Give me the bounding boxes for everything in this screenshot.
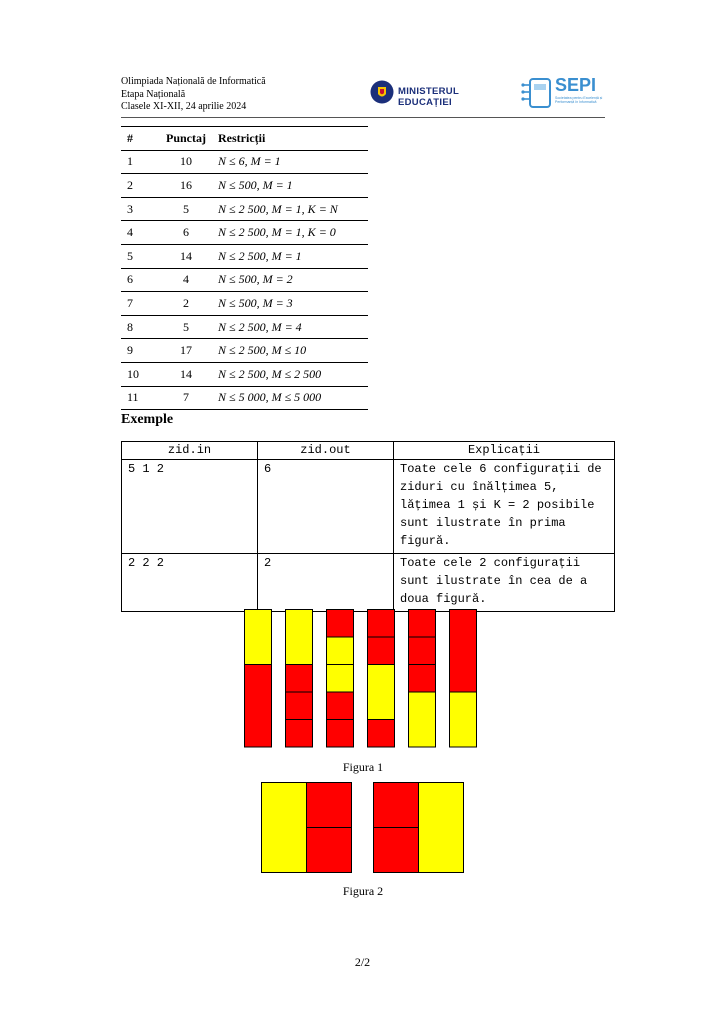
- brick: [368, 665, 395, 720]
- subtask-id: 2: [121, 174, 157, 198]
- coat-of-arms-icon: [370, 80, 394, 104]
- subtask-header-row: [121, 127, 368, 151]
- subtask-points: 2: [157, 292, 215, 316]
- brick: [409, 665, 436, 693]
- page-number: 2/2: [354, 955, 371, 969]
- subtask-points: 5: [157, 315, 215, 339]
- subtask-constraint: N ≤ 500, M = 2: [215, 268, 368, 292]
- subtask-id: 3: [121, 197, 157, 221]
- subtask-constraint: N ≤ 2 500, M ≤ 10: [215, 339, 368, 363]
- brick: [262, 783, 307, 873]
- subtask-row: [121, 362, 368, 386]
- example-row: [122, 460, 615, 554]
- subtask-row: [121, 386, 368, 410]
- examples-table: [121, 441, 615, 612]
- subtask-points: 17: [157, 339, 215, 363]
- col-header-points: Punctaj: [157, 127, 215, 151]
- col-header-id: #: [121, 127, 157, 151]
- class-date: Clasele XI-XII, 24 aprilie 2024: [121, 101, 247, 112]
- brick: [409, 610, 436, 638]
- subtask-row: [121, 244, 368, 268]
- subtask-row: [121, 315, 368, 339]
- subtask-row: [121, 292, 368, 316]
- subtask-constraint: N ≤ 500, M = 1: [215, 174, 368, 198]
- subtask-table: [121, 126, 368, 410]
- brick: [409, 637, 436, 665]
- subtask-id: 6: [121, 268, 157, 292]
- brick: [245, 610, 272, 665]
- example-row: [122, 554, 615, 612]
- subtask-constraint: N ≤ 2 500, M = 1: [215, 244, 368, 268]
- figure-2: [261, 782, 465, 874]
- brick: [368, 637, 395, 665]
- subtask-row: [121, 268, 368, 292]
- subtask-id: 1: [121, 150, 157, 174]
- brick: [327, 665, 354, 693]
- brick: [374, 828, 419, 873]
- subtask-constraint: N ≤ 2 500, M = 1, K = N: [215, 197, 368, 221]
- subtask-points: 7: [157, 386, 215, 410]
- subtask-id: 4: [121, 221, 157, 245]
- col-header-output: zid.out: [258, 442, 394, 460]
- subtask-constraint: N ≤ 500, M = 3: [215, 292, 368, 316]
- subtask-constraint: N ≤ 5 000, M ≤ 5 000: [215, 386, 368, 410]
- ministry-name: MINISTERUL EDUCAȚIEI: [398, 86, 459, 108]
- brick: [307, 783, 352, 828]
- sepi-name: SEPI: [555, 75, 597, 95]
- subtask-constraint: N ≤ 2 500, M ≤ 2 500: [215, 362, 368, 386]
- subtask-points: 6: [157, 221, 215, 245]
- subtask-id: 11: [121, 386, 157, 410]
- subtask-row: [121, 150, 368, 174]
- olympiad-name: Olimpiada Națională de Informatică: [121, 76, 266, 87]
- brick: [450, 610, 477, 693]
- brick: [286, 692, 313, 720]
- brick: [374, 783, 419, 828]
- subtask-id: 9: [121, 339, 157, 363]
- subtask-id: 8: [121, 315, 157, 339]
- subtask-constraint: N ≤ 6, M = 1: [215, 150, 368, 174]
- figure-1-caption: Figura 1: [342, 760, 384, 774]
- sepi-logo: [521, 75, 605, 113]
- example-output: 2: [258, 554, 394, 612]
- example-input: 2 2 2: [122, 554, 258, 612]
- subtask-points: 10: [157, 150, 215, 174]
- brick: [286, 665, 313, 693]
- subtask-row: [121, 221, 368, 245]
- subtask-points: 16: [157, 174, 215, 198]
- subtask-id: 10: [121, 362, 157, 386]
- brick: [327, 720, 354, 748]
- brick: [419, 783, 464, 873]
- brick: [327, 610, 354, 638]
- examples-title: Exemple: [121, 412, 174, 427]
- subtask-row: [121, 174, 368, 198]
- figure-2-caption: Figura 2: [342, 884, 384, 898]
- col-header-explanation: Explicații: [394, 442, 615, 460]
- brick: [368, 720, 395, 748]
- col-header-constraints: Restricții: [215, 127, 368, 151]
- figure-1: [244, 609, 482, 749]
- stage-name: Etapa Națională: [121, 88, 186, 100]
- subtask-id: 7: [121, 292, 157, 316]
- subtask-constraint: N ≤ 2 500, M = 1, K = 0: [215, 221, 368, 245]
- examples-header-row: [122, 442, 615, 460]
- example-explanation: Toate cele 6 configurații de ziduri cu înălțimea 5, lățimea 1 și K = 2 posibile sunt ilustrate în prima figură.: [394, 460, 615, 554]
- subtask-points: 14: [157, 362, 215, 386]
- subtask-row: [121, 339, 368, 363]
- sepi-subtitle: Societatea pentru Excelență și Performanță în Informatică: [555, 96, 603, 104]
- circuit-icon: [521, 76, 555, 112]
- brick: [327, 637, 354, 665]
- header-text: [121, 76, 266, 114]
- brick: [286, 720, 313, 748]
- brick: [245, 665, 272, 748]
- brick: [327, 692, 354, 720]
- subtask-points: 14: [157, 244, 215, 268]
- brick: [307, 828, 352, 873]
- header-divider: [121, 117, 605, 118]
- subtask-id: 5: [121, 244, 157, 268]
- example-explanation: Toate cele 2 configurații sunt ilustrate în cea de a doua figură.: [394, 554, 615, 612]
- brick: [450, 692, 477, 747]
- example-input: 5 1 2: [122, 460, 258, 554]
- brick: [286, 610, 313, 665]
- col-header-input: zid.in: [122, 442, 258, 460]
- brick: [368, 610, 395, 638]
- example-output: 6: [258, 460, 394, 554]
- ministry-logo: [370, 80, 500, 108]
- subtask-points: 5: [157, 197, 215, 221]
- subtask-constraint: N ≤ 2 500, M = 4: [215, 315, 368, 339]
- subtask-points: 4: [157, 268, 215, 292]
- brick: [409, 692, 436, 747]
- subtask-row: [121, 197, 368, 221]
